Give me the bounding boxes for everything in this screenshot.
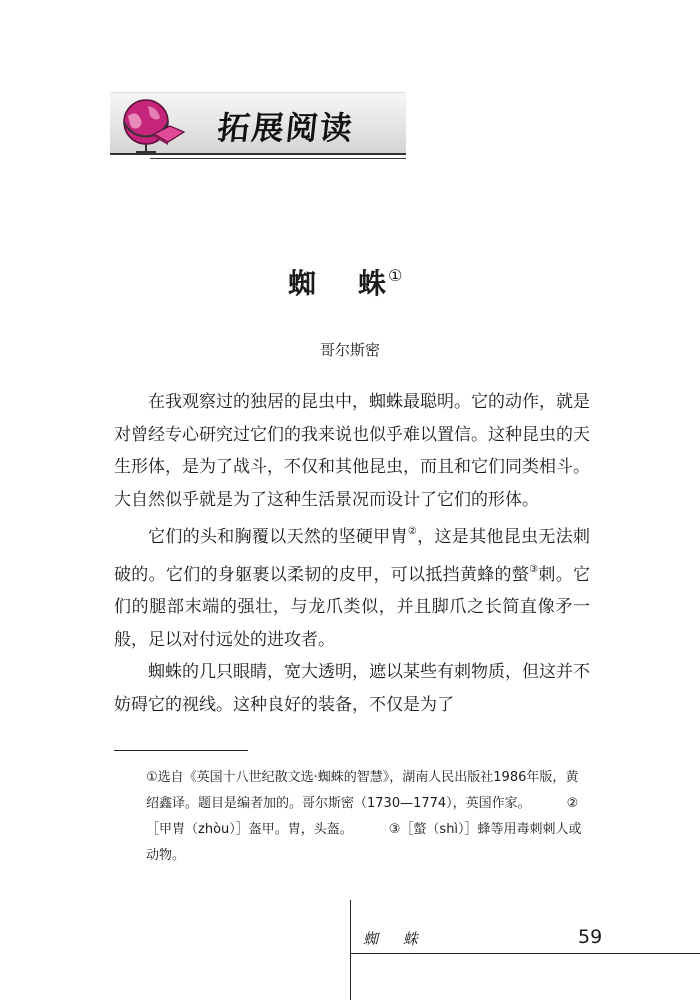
paragraph: 蜘蛛的几只眼睛，宽大透明，遮以某些有刺物质，但这并不妨碍它的视线。这种良好的装备，不仅是为了 (114, 662, 590, 715)
section-title: 拓展阅读 (215, 109, 356, 147)
footnote: ③［螫（shì）］蜂等用毒刺刺人或动物。 (146, 822, 582, 863)
footnote-marker: ② (407, 526, 418, 537)
article-body (114, 386, 590, 721)
banner-rule-thin (150, 158, 406, 159)
footer-rule (350, 953, 700, 954)
article-title-char: 蜘 (288, 267, 317, 300)
footnote-marker: ① (388, 266, 403, 285)
article-title (288, 262, 402, 302)
paragraph: 在我观察过的独居的昆虫中，蜘蛛最聪明。它的动作，就是对曾经专心研究过它们的我来说也似乎难以置信。这种昆虫的天生形体，是为了战斗，不仅和其他昆虫，而且和它们同类相斗。大自然似乎就是为了这种生活景况而设计了它们的形体。 (114, 392, 590, 510)
page-number: 59 (578, 926, 603, 948)
footnote-marker: ③ (529, 563, 539, 575)
globe-book-icon (110, 88, 188, 158)
footnotes (146, 765, 591, 869)
footnote: ①选自《英国十八世纪散文选·蜘蛛的智慧》，湖南人民出版社1986年版，黄绍鑫译。题目是编者加的。哥尔斯密（1730—1774），英国作家。 (146, 770, 579, 811)
running-footer-title: 蜘 蛛 (363, 930, 428, 948)
footnote: ②［甲胄（zhòu）］盔甲。胄，头盔。 (146, 796, 579, 837)
banner-rule (110, 153, 406, 155)
article-title-char: 蛛 (358, 267, 387, 300)
footer-divider (350, 900, 351, 1000)
paragraph: 它们的头和胸覆以天然的坚硬甲胄②，这是其他昆虫无法刺破的。它们的身躯裹以柔韧的皮甲，可以抵挡黄蜂的螫③刺。它们的腿部末端的强壮，与龙爪类似，并且脚爪之长简直像矛一般，足以对付远处的进攻者。 (114, 526, 591, 650)
author: 哥尔斯密 (319, 341, 380, 359)
footnote-rule (114, 750, 248, 751)
